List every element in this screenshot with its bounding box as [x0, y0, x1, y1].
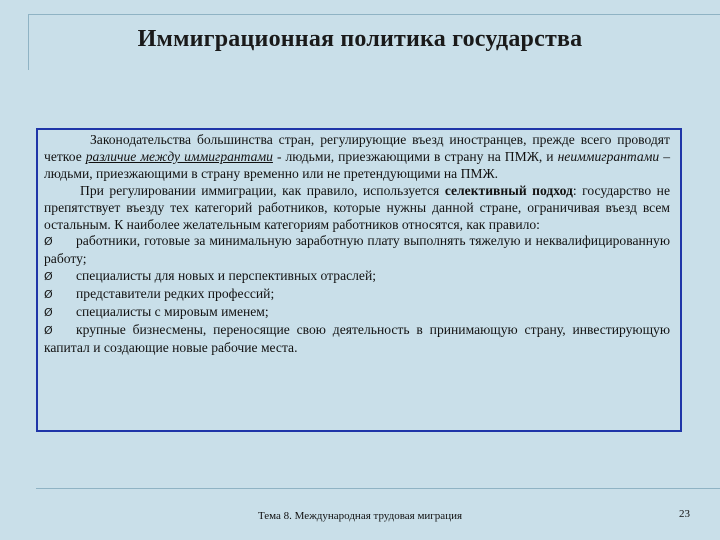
arrow-bullet-icon: Ø	[44, 288, 53, 302]
paragraph-2	[44, 183, 670, 234]
list-item	[44, 268, 670, 286]
arrow-bullet-icon: Ø	[44, 323, 53, 337]
p2-text-a: При регулировании иммиграции, как правило, используется	[80, 182, 445, 198]
p2-text-c: : государство не препятствует въезду тех категорий работников, которые нужны данной стране, ограничивая въезд всем остальным. К наиболее желательным категориям работников относятся, как правило:	[44, 182, 670, 232]
p1-text-e: – людьми, приезжающими в страну временно или не претендующими на ПМЖ.	[44, 148, 670, 181]
list-item	[44, 286, 670, 304]
list-item	[44, 304, 670, 322]
p1-emphasis-nonimmigrants: неиммигрантами	[557, 148, 660, 164]
slide-title: Иммиграционная политика государства	[137, 26, 583, 52]
footer-topic: Тема 8. Международная трудовая миграция	[257, 510, 463, 522]
arrow-bullet-icon: Ø	[44, 306, 53, 320]
p1-text-c: - людьми, приезжающими в страну на ПМЖ, и	[272, 148, 558, 164]
p1-text-a: Законодательства большинства стран, регулирующие въезд иностранцев, прежде всего проводят четкое	[44, 132, 670, 164]
list-item-text: работники, готовые за минимальную заработную плату выполнять тяжелую и неквалифицированную работу;	[44, 233, 670, 267]
paragraph-1	[44, 132, 670, 183]
frame-top-line	[28, 14, 720, 15]
list-item	[44, 233, 670, 268]
list-item-text: крупные бизнесмены, переносящие свою деятельность в принимающую страну, инвестирующую капитал и создающие новые рабочие места.	[44, 321, 670, 355]
p2-strong-selective: селективный подход	[444, 182, 573, 198]
page-number: 23	[679, 508, 690, 520]
footer-divider	[36, 488, 720, 489]
arrow-bullet-icon: Ø	[44, 270, 53, 284]
arrow-bullet-icon: Ø	[44, 235, 53, 249]
list-item-text: представители редких профессий;	[76, 286, 275, 302]
list-item	[44, 322, 670, 357]
list-item-text: специалисты для новых и перспективных отраслей;	[76, 268, 377, 284]
list-item-text: специалисты с мировым именем;	[76, 304, 269, 320]
p1-emphasis-immigrants: различие между иммигрантами	[85, 148, 273, 164]
content-box	[36, 128, 682, 432]
